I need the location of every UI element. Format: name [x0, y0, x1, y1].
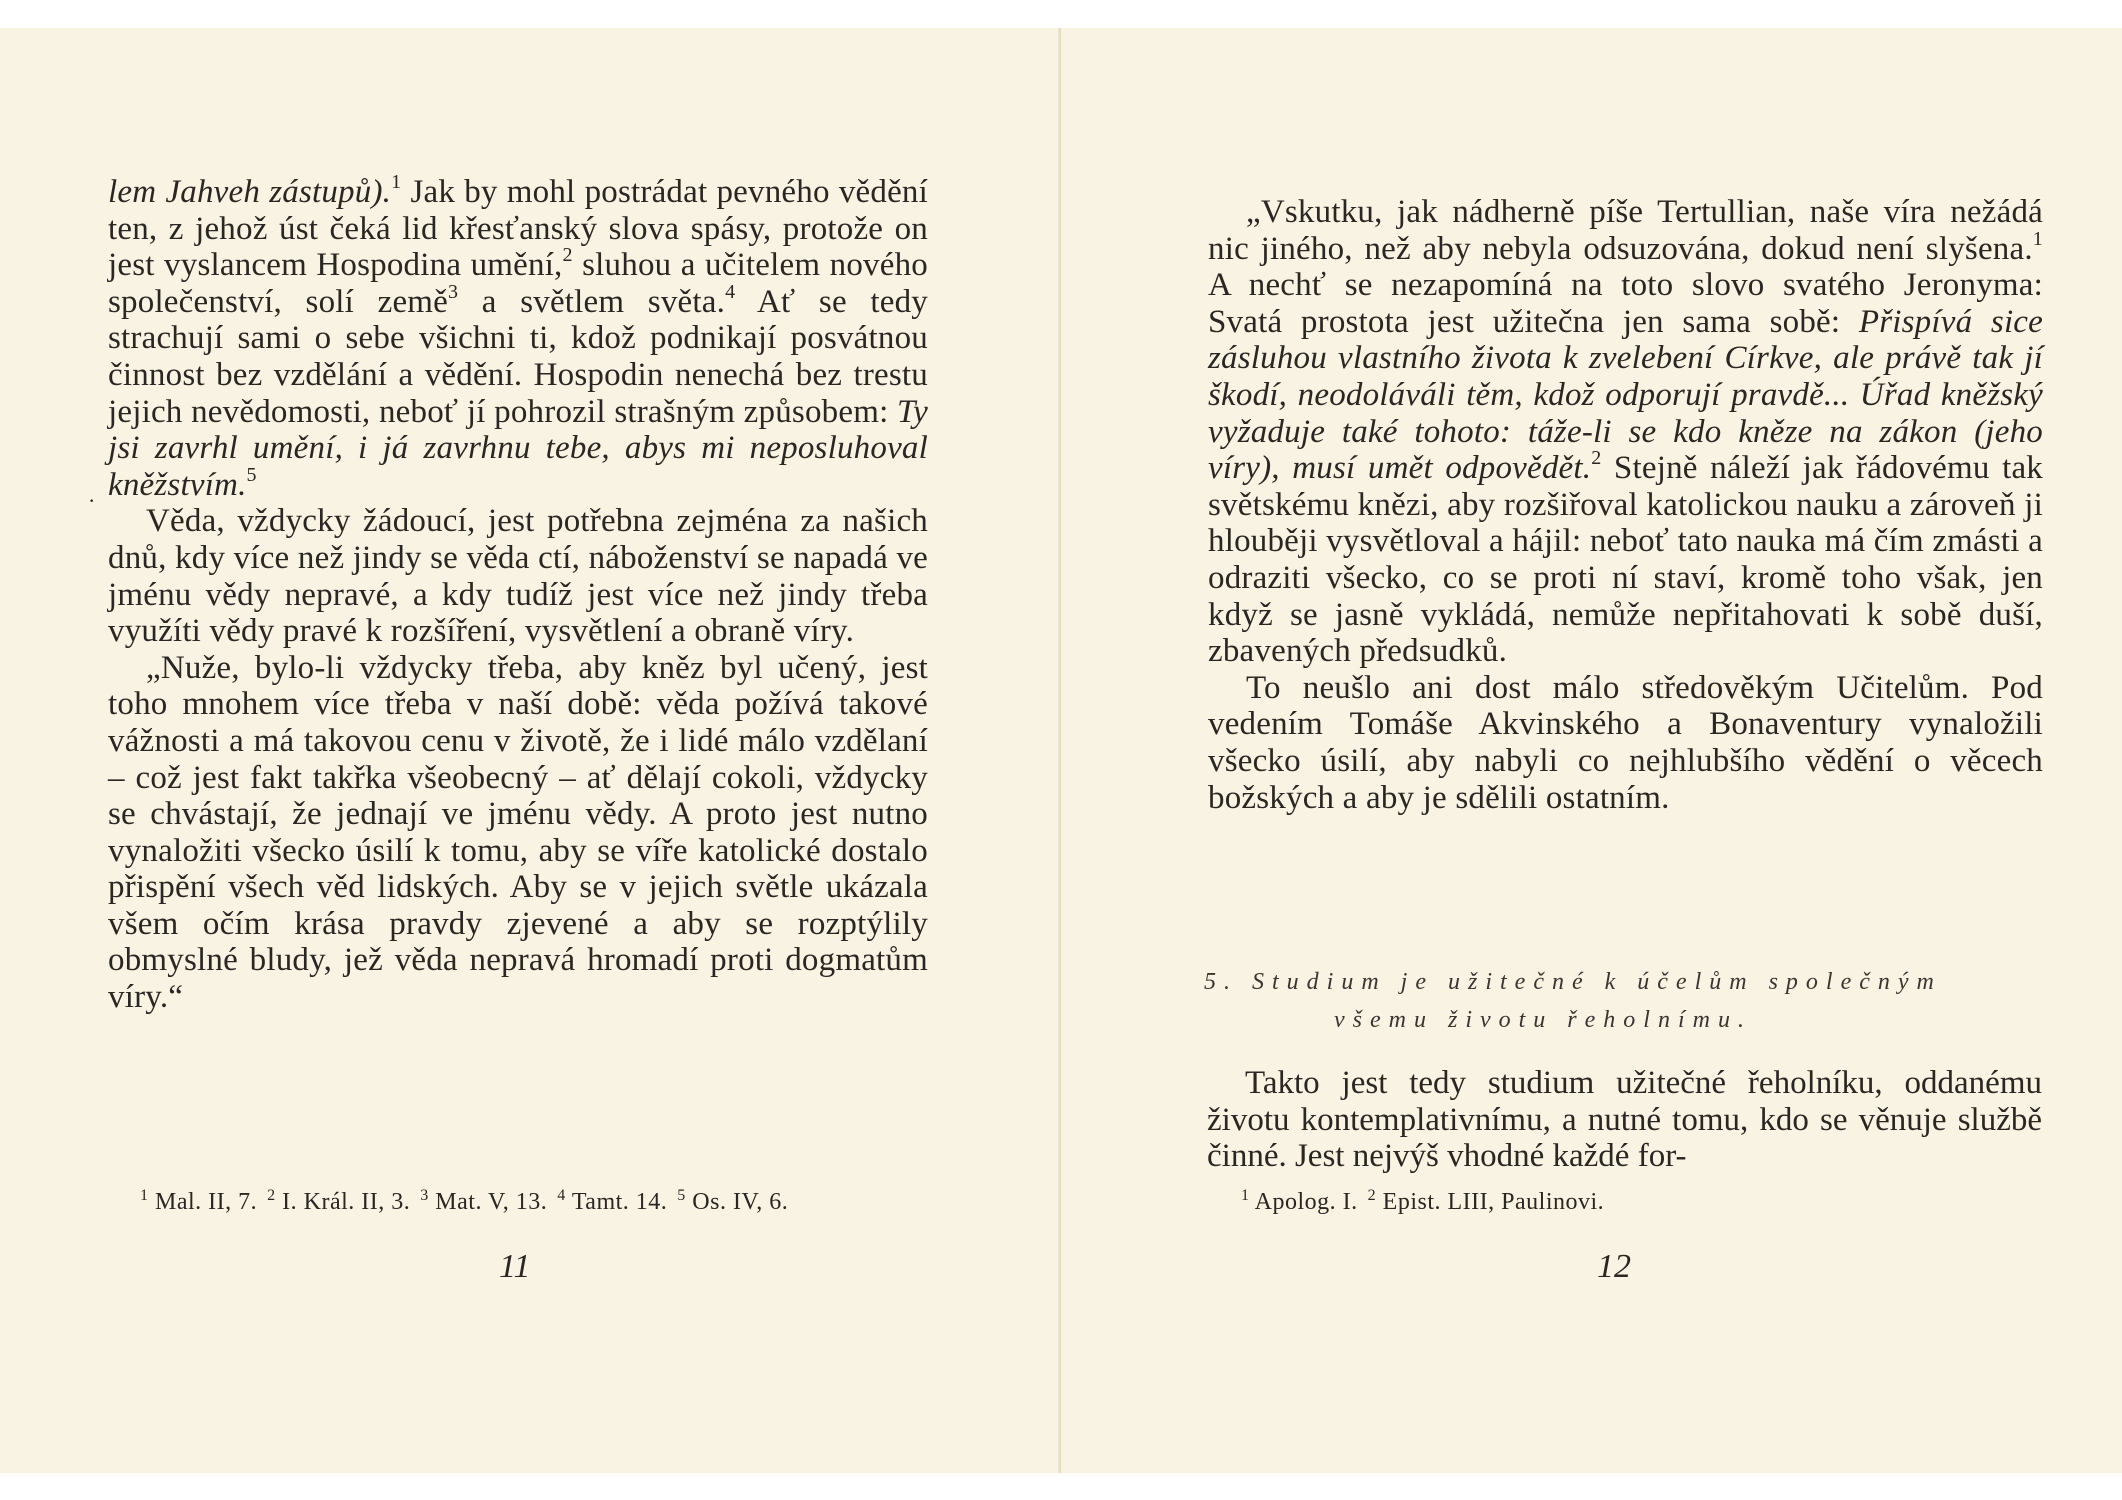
footnote-ref: 2	[562, 244, 573, 267]
right-page	[1061, 28, 2122, 1473]
text-run: Stejně náleží jak řádovému tak světskému knězi, aby rozšiřoval katolickou nauku a zároveň ji hlouběji vysvětloval a hájil: neboť tato nauka má čím zmásti a odraziti všecko, co se proti ní staví, kromě toho však, jen když se jasně vykládá, nemůže nepřitahovati k sobě duší, zbavených předsudků.	[1208, 450, 2043, 670]
book-spread	[0, 28, 2122, 1473]
right-footnotes	[1241, 1187, 1614, 1217]
text-run: a světlem světa.	[458, 283, 726, 320]
paragraph	[1208, 194, 2043, 670]
footnote-number: 1	[140, 1187, 149, 1204]
right-paragraph-after-heading	[1207, 1065, 2042, 1175]
text-run: sluhou a učitelem nového společenství, solí země	[108, 247, 928, 320]
left-page	[0, 28, 1061, 1473]
text-run: To neušlo ani dost málo středověkým Učitelům. Pod vedením Tomáše Akvinského a Bonaventury vynaložili všecko úsilí, aby nabyli co nejhlubšího vědění o věcech božských a aby je sdělili ostatním.	[1208, 669, 2043, 816]
footnote-ref: 3	[448, 280, 459, 303]
footnote-ref: 1	[391, 171, 402, 193]
text-run: Věda, vždycky žádoucí, jest potřebna zejména za našich dnů, kdy více než jindy se věda ctí, náboženství se napadá ve jménu vědy nepravé, a kdy tudíž jest více než jindy třeba využíti vědy pravé k rozšíření, vysvětlení a obraně víry.	[108, 503, 928, 650]
footnote	[267, 1189, 410, 1215]
footnote-number: 3	[420, 1187, 429, 1204]
italic-text: Ty jsi zavrhl umění, i já zavrhnu tebe, abys mi neposluhoval kněžstvím.	[108, 393, 928, 503]
footnote	[677, 1189, 788, 1215]
footnote-text: Tamt. 14.	[565, 1189, 668, 1215]
footnote	[1368, 1189, 1604, 1215]
text-run: „Nuže, bylo-li vždycky třeba, aby kněz byl učený, jest toho mnohem více třeba v naší době: věda požívá takové vážnosti a má takovou cenu v životě, že i lidé málo vzdělaní – což jest fakt takřka všeobecný – ať dělají cokoli, vždycky se chvástají, že jednají ve jménu vědy. A proto jest nutno vynaložiti všecko úsilí k tomu, aby se víře katolické dostalo přispění všech věd lidských. Aby se v jejich světle ukázala všem očím krása pravdy zjevené a aby se rozptýlily obmyslné bludy, jež věda nepravá hromadí proti dogmatům víry.“	[108, 649, 928, 1016]
footnote-ref: 5	[246, 463, 257, 486]
footnote-text: Mat. V, 13.	[428, 1189, 548, 1215]
paragraph	[108, 650, 928, 1016]
left-body-text	[108, 171, 928, 1016]
paragraph	[1208, 670, 2043, 816]
paragraph	[108, 171, 928, 503]
text-run: Jak by mohl postrádat pevného vědění ten, z jehož úst čeká lid křesťanský slova spásy, protože on jest vyslancem Hospodina umění,	[108, 174, 928, 284]
footnote	[140, 1189, 257, 1215]
section-heading	[1204, 963, 2019, 1039]
page-number-right: 12	[1597, 1248, 1631, 1285]
italic-text: lem Jahveh zástupů).	[108, 174, 392, 210]
footnote-ref: 2	[1591, 447, 1602, 470]
footnote-number: 4	[557, 1187, 566, 1204]
section-heading-line2: všemu životu řeholnímu.	[1334, 1007, 1752, 1033]
margin-dot: ·	[88, 488, 96, 513]
paragraph	[108, 503, 928, 649]
right-body-text	[1208, 194, 2043, 816]
footnote-text: Mal. II, 7.	[148, 1189, 258, 1215]
footnote	[557, 1189, 667, 1215]
text-run: A nechť se nezapomíná na toto slovo svatého Jeronyma: Svatá prostota jest užitečna jen sama sobě:	[1208, 267, 2043, 340]
paragraph: Takto jest tedy studium užitečné řeholníku, oddanému životu kontemplativnímu, a nutné tomu, kdo se věnuje službě činné. Jest nejvýš vhodné každé for-	[1207, 1065, 2042, 1175]
footnote-number: 1	[1241, 1187, 1250, 1204]
footnote-ref: 4	[725, 280, 736, 303]
footnote-number: 2	[1367, 1187, 1377, 1204]
footnote-text: Os. IV, 6.	[685, 1189, 789, 1215]
italic-text: Přispívá sice zásluhou vlastního života k zvelebení Církve, ale právě tak jí škodí, neodoláváli těm, kdož odporují pravdě... Úřad kněžský vyžaduje také tohoto: táže-li se kdo kněze na zákon (jeho víry), musí umět odpovědět.	[1208, 303, 2044, 487]
footnote-number: 5	[677, 1187, 686, 1204]
footnote	[1241, 1189, 1358, 1215]
text-run: Ať se tedy strachují sami o sebe všichni ti, kdož podnikají posvátnou činnost bez vzdělání a vědění. Hospodin nenechá bez trestu jejich nevědomosti, neboť jí pohrozil strašným způsobem:	[108, 283, 928, 430]
footnote-ref: 1	[2032, 227, 2043, 250]
page-number-left: 11	[499, 1248, 531, 1285]
footnote-text: Apolog. I.	[1249, 1189, 1358, 1215]
footnote-text: Epist. LIII, Paulinovi.	[1376, 1189, 1605, 1215]
text-run: „Vskutku, jak nádherně píše Tertullian, naše víra nežádá nic jiného, než aby nebyla odsuzována, dokud není slyšena.	[1208, 194, 2043, 267]
footnote-text: I. Král. II, 3.	[275, 1189, 411, 1215]
footnote	[420, 1189, 547, 1215]
footnote-number: 2	[267, 1187, 276, 1204]
left-footnotes	[140, 1187, 798, 1217]
section-heading-line1: 5. Studium je užitečné k účelům společným	[1204, 969, 1942, 995]
